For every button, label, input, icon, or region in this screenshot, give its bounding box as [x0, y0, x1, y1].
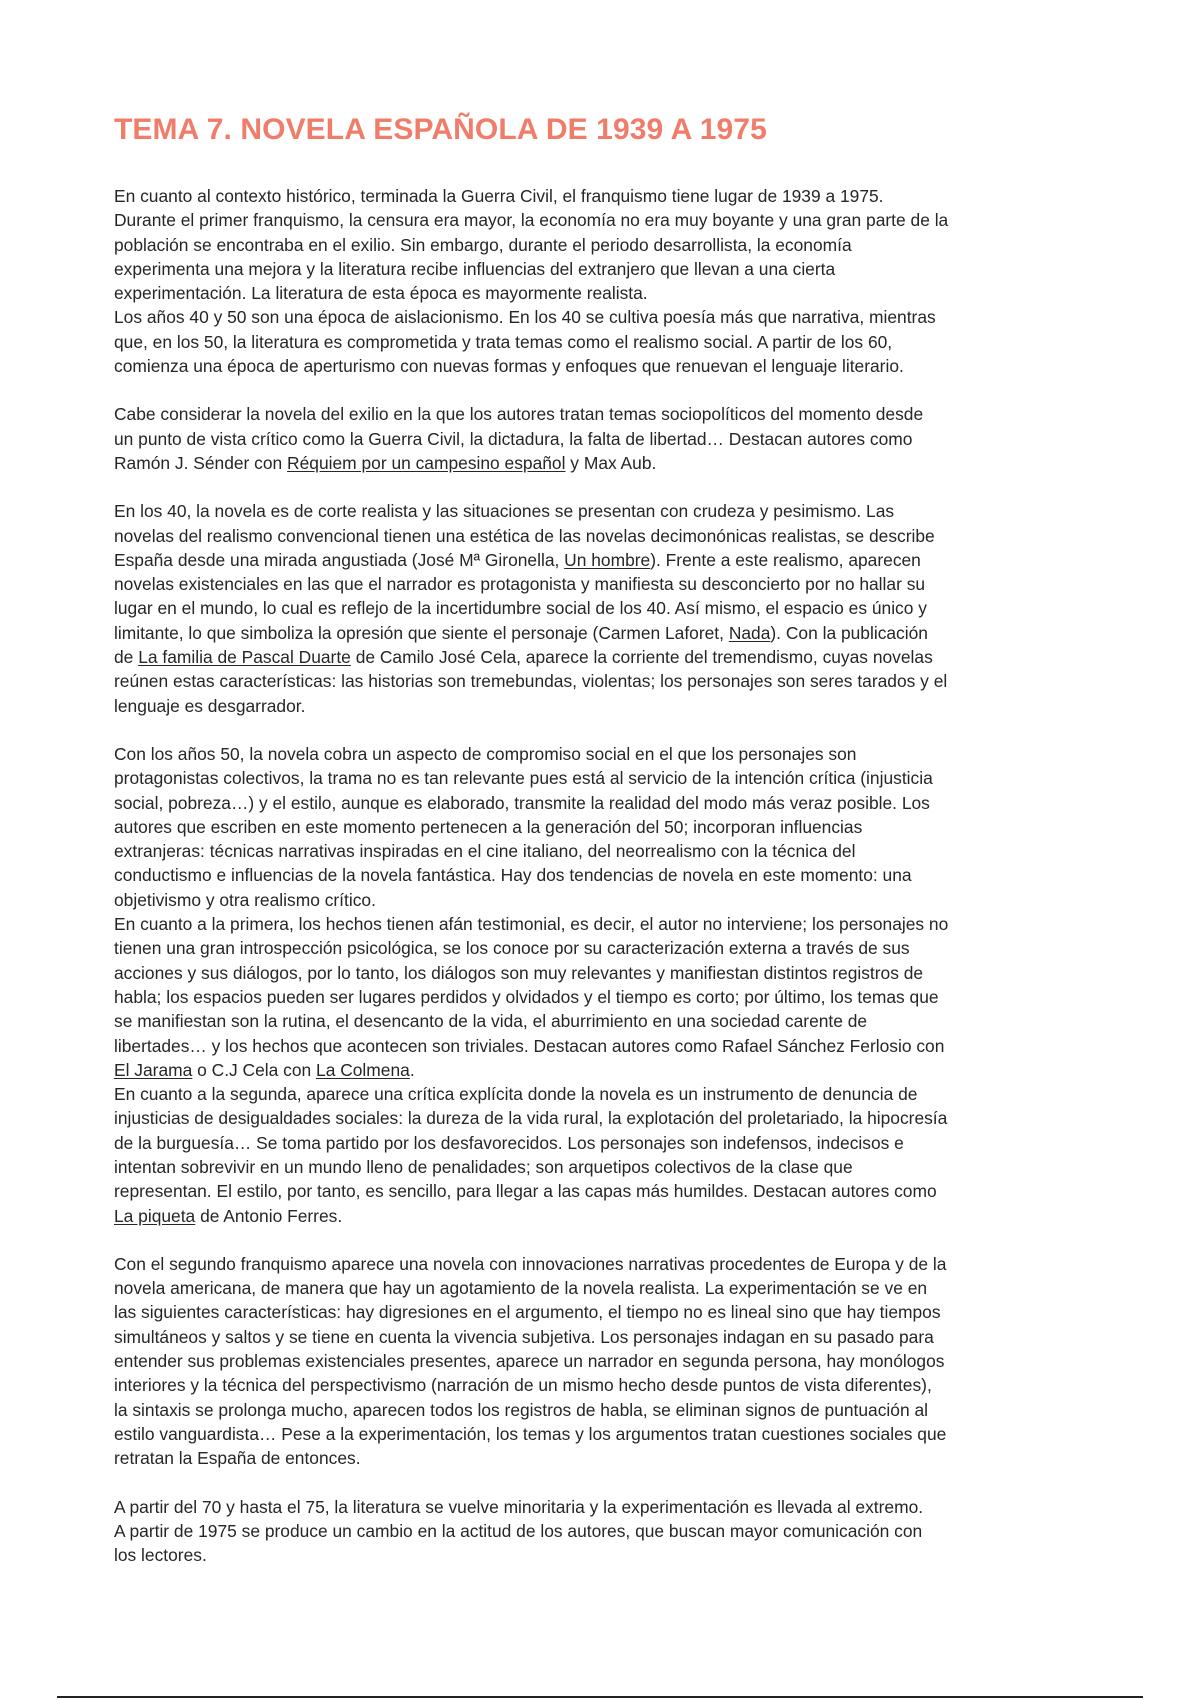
document-page — [114, 112, 1088, 1591]
text-run: ). Con la publicación — [770, 622, 928, 643]
text-run: limitante, lo que simboliza la opresión que siente el personaje (Carmen Laforet, — [114, 622, 729, 643]
text-line: intentan sobrevivir en un mundo lleno de penalidades; son arquetipos colectivos de la clase que — [114, 1156, 853, 1177]
book-title-nada: Nada — [728, 622, 771, 643]
text-line: autores que escriben en este momento pertenecen a la generación del 50; incorporan influencias — [114, 816, 863, 837]
text-run: Ramón J. Sénder con — [114, 452, 288, 473]
page-title: TEMA 7. NOVELA ESPAÑOLA DE 1939 A 1975 — [114, 113, 767, 146]
text-line: Cabe considerar la novela del exilio en la que los autores tratan temas sociopolíticos del momento desde — [114, 404, 924, 425]
text-run: de — [114, 647, 139, 668]
text-line: En cuanto al contexto histórico, terminada la Guerra Civil, el franquismo tiene lugar de 1939 a 1975. — [114, 186, 884, 206]
text-line: experimenta una mejora y la literatura recibe influencias del extranjero que llevan a una cierta — [114, 258, 836, 279]
text-line: En cuanto a la primera, los hechos tienen afán testimonial, es decir, el autor no interviene; los personajes no — [114, 914, 949, 935]
text-line: se manifiestan son la rutina, el desencanto de la vida, el aburrimiento en una sociedad carente de — [114, 1011, 868, 1032]
paragraph-seventies — [114, 1495, 1088, 1568]
text-line: libertades… y los hechos que acontecen son triviales. Destacan autores como Rafael Sánchez Ferlosio con — [114, 1035, 945, 1056]
text-line — [114, 1058, 1088, 1082]
text-line: entender sus problemas existenciales presentes, aparece un narrador en segunda persona, hay monólogos — [114, 1351, 945, 1372]
text-line — [114, 645, 1088, 669]
text-line: A partir del 70 y hasta el 75, la literatura se vuelve minoritaria y la experimentación es llevada al extremo. — [114, 1496, 924, 1517]
text-line: conductismo e influencias de la novela fantástica. Hay dos tendencias de novela en este momento: una — [114, 865, 912, 886]
text-line: experimentación. La literatura de esta época es mayormente realista. — [114, 283, 648, 304]
paragraph-historical-context — [114, 184, 1088, 378]
text-line: población se encontraba en el exilio. Sin embargo, durante el periodo desarrollista, la economía — [114, 234, 852, 255]
text-line: simultáneos y saltos y se tiene en cuenta la vivencia subjetiva. Los personajes indagan en su pasado para — [114, 1326, 934, 1347]
text-line: comienza una época de aperturismo con nuevas formas y enfoques que renuevan el lenguaje literario. — [114, 356, 904, 377]
text-line: protagonistas colectivos, la trama no es tan relevante pues está al servicio de la intención crítica (injusticia — [114, 768, 933, 789]
book-title-un-hombre: Un hombre — [564, 549, 651, 570]
text-line — [114, 621, 1088, 645]
book-title-la-colmena: La Colmena — [316, 1059, 410, 1080]
book-title-el-jarama: El Jarama — [114, 1059, 193, 1080]
text-run: . — [409, 1059, 415, 1080]
text-line: representan. El estilo, por tanto, es sencillo, para llegar a las capas más humildes. Destacan autores como — [114, 1181, 937, 1202]
text-line: de la burguesía… Se toma partido por los desfavorecidos. Los personajes son indefensos, indecisos e — [114, 1132, 904, 1153]
book-title-la-piqueta: La piqueta — [114, 1205, 196, 1226]
text-run: España desde una mirada angustiada (José Mª Gironella, — [114, 549, 565, 570]
text-line: novelas del realismo convencional tienen una estética de las novelas decimonónicas realistas, se describe — [114, 525, 935, 546]
text-run: de Camilo José Cela, aparece la corriente del tremendismo, cuyas novelas — [350, 647, 933, 668]
text-line: social, pobreza…) y el estilo, aunque es elaborado, transmite la realidad del modo más veraz posible. Los — [114, 792, 930, 813]
book-title-requiem: Réquiem por un campesino español — [287, 452, 566, 473]
text-line: Los años 40 y 50 son una época de aislacionismo. En los 40 se cultiva poesía más que narrativa, mientras — [114, 307, 936, 328]
text-line: Con el segundo franquismo aparece una novela con innovaciones narrativas procedentes de Europa y de la — [114, 1253, 947, 1274]
text-line: las siguientes características: hay digresiones en el argumento, el tiempo no es lineal sino que hay tiempos — [114, 1302, 941, 1323]
paragraph-forties-novel — [114, 499, 1088, 718]
text-run: y Max Aub. — [565, 452, 657, 473]
text-line: retratan la España de entonces. — [114, 1448, 361, 1469]
text-line: un punto de vista crítico como la Guerra Civil, la dictadura, la falta de libertad… Destacan autores como — [114, 428, 913, 449]
book-title-pascal-duarte: La familia de Pascal Duarte — [138, 647, 351, 668]
text-line: los lectores. — [114, 1545, 207, 1566]
text-run: de Antonio Ferres. — [195, 1205, 343, 1226]
text-line — [114, 451, 1088, 475]
text-line: En los 40, la novela es de corte realista y las situaciones se presentan con crudeza y pesimismo. Las — [114, 501, 895, 522]
text-line: acciones y sus diálogos, por lo tanto, los diálogos son muy relevantes y manifiestan distintos registros de — [114, 962, 924, 983]
text-line: injusticias de desigualdades sociales: la dureza de la vida rural, la explotación del proletariado, la hipocresía — [114, 1108, 948, 1129]
text-line: En cuanto a la segunda, aparece una crítica explícita donde la novela es un instrumento de denuncia de — [114, 1084, 918, 1105]
text-line: Durante el primer franquismo, la censura era mayor, la economía no era muy boyante y una gran parte de la — [114, 210, 949, 231]
text-line: reúnen estas características: las historias son tremebundas, violentas; los personajes son seres tarados y el — [114, 671, 948, 692]
text-line — [114, 1204, 1088, 1228]
text-line — [114, 548, 1088, 572]
text-line: A partir de 1975 se produce un cambio en la actitud de los autores, que buscan mayor comunicación con — [114, 1520, 923, 1541]
text-line: novela americana, de manera que hay un agotamiento de la novela realista. La experimentación se ve en — [114, 1278, 928, 1299]
paragraph-second-francoism — [114, 1252, 1088, 1471]
text-line: que, en los 50, la literatura es comprometida y trata temas como el realismo social. A partir de los 60, — [114, 331, 893, 352]
text-line: la sintaxis se prolonga mucho, aparecen todos los registros de habla, se eliminan signos de puntuación al — [114, 1399, 928, 1420]
text-line: lenguaje es desgarrador. — [114, 695, 306, 716]
text-run: ). Frente a este realismo, aparecen — [650, 549, 921, 570]
text-line: novelas existenciales en las que el narrador es protagonista y manifiesta su desconcierto por no hallar su — [114, 574, 926, 595]
text-line: lugar en el mundo, lo cual es reflejo de la incertidumbre social de los 40. Así mismo, el espacio es único y — [114, 598, 927, 619]
text-line: extranjeras: técnicas narrativas inspiradas en el cine italiano, del neorrealismo con la técnica del — [114, 841, 856, 862]
text-line: habla; los espacios pueden ser lugares perdidos y olvidados y el tiempo es corto; por último, los temas que — [114, 986, 939, 1007]
text-line: Con los años 50, la novela cobra un aspecto de compromiso social en el que los personajes son — [114, 743, 857, 764]
text-line: interiores y la técnica del perspectivismo (narración de un mismo hecho desde puntos de vista diferentes), — [114, 1375, 932, 1396]
paragraph-fifties-novel — [114, 742, 1088, 1228]
text-run: o C.J Cela con — [192, 1059, 317, 1080]
paragraph-exile-novel — [114, 402, 1088, 475]
footer-divider — [57, 1696, 1143, 1698]
text-line: objetivismo y otra realismo crítico. — [114, 889, 376, 910]
text-line: estilo vanguardista… Pese a la experimentación, los temas y los argumentos tratan cuestiones sociales que — [114, 1423, 947, 1444]
text-line: tienen una gran introspección psicológica, se los conoce por su caracterización externa a través de sus — [114, 938, 910, 959]
